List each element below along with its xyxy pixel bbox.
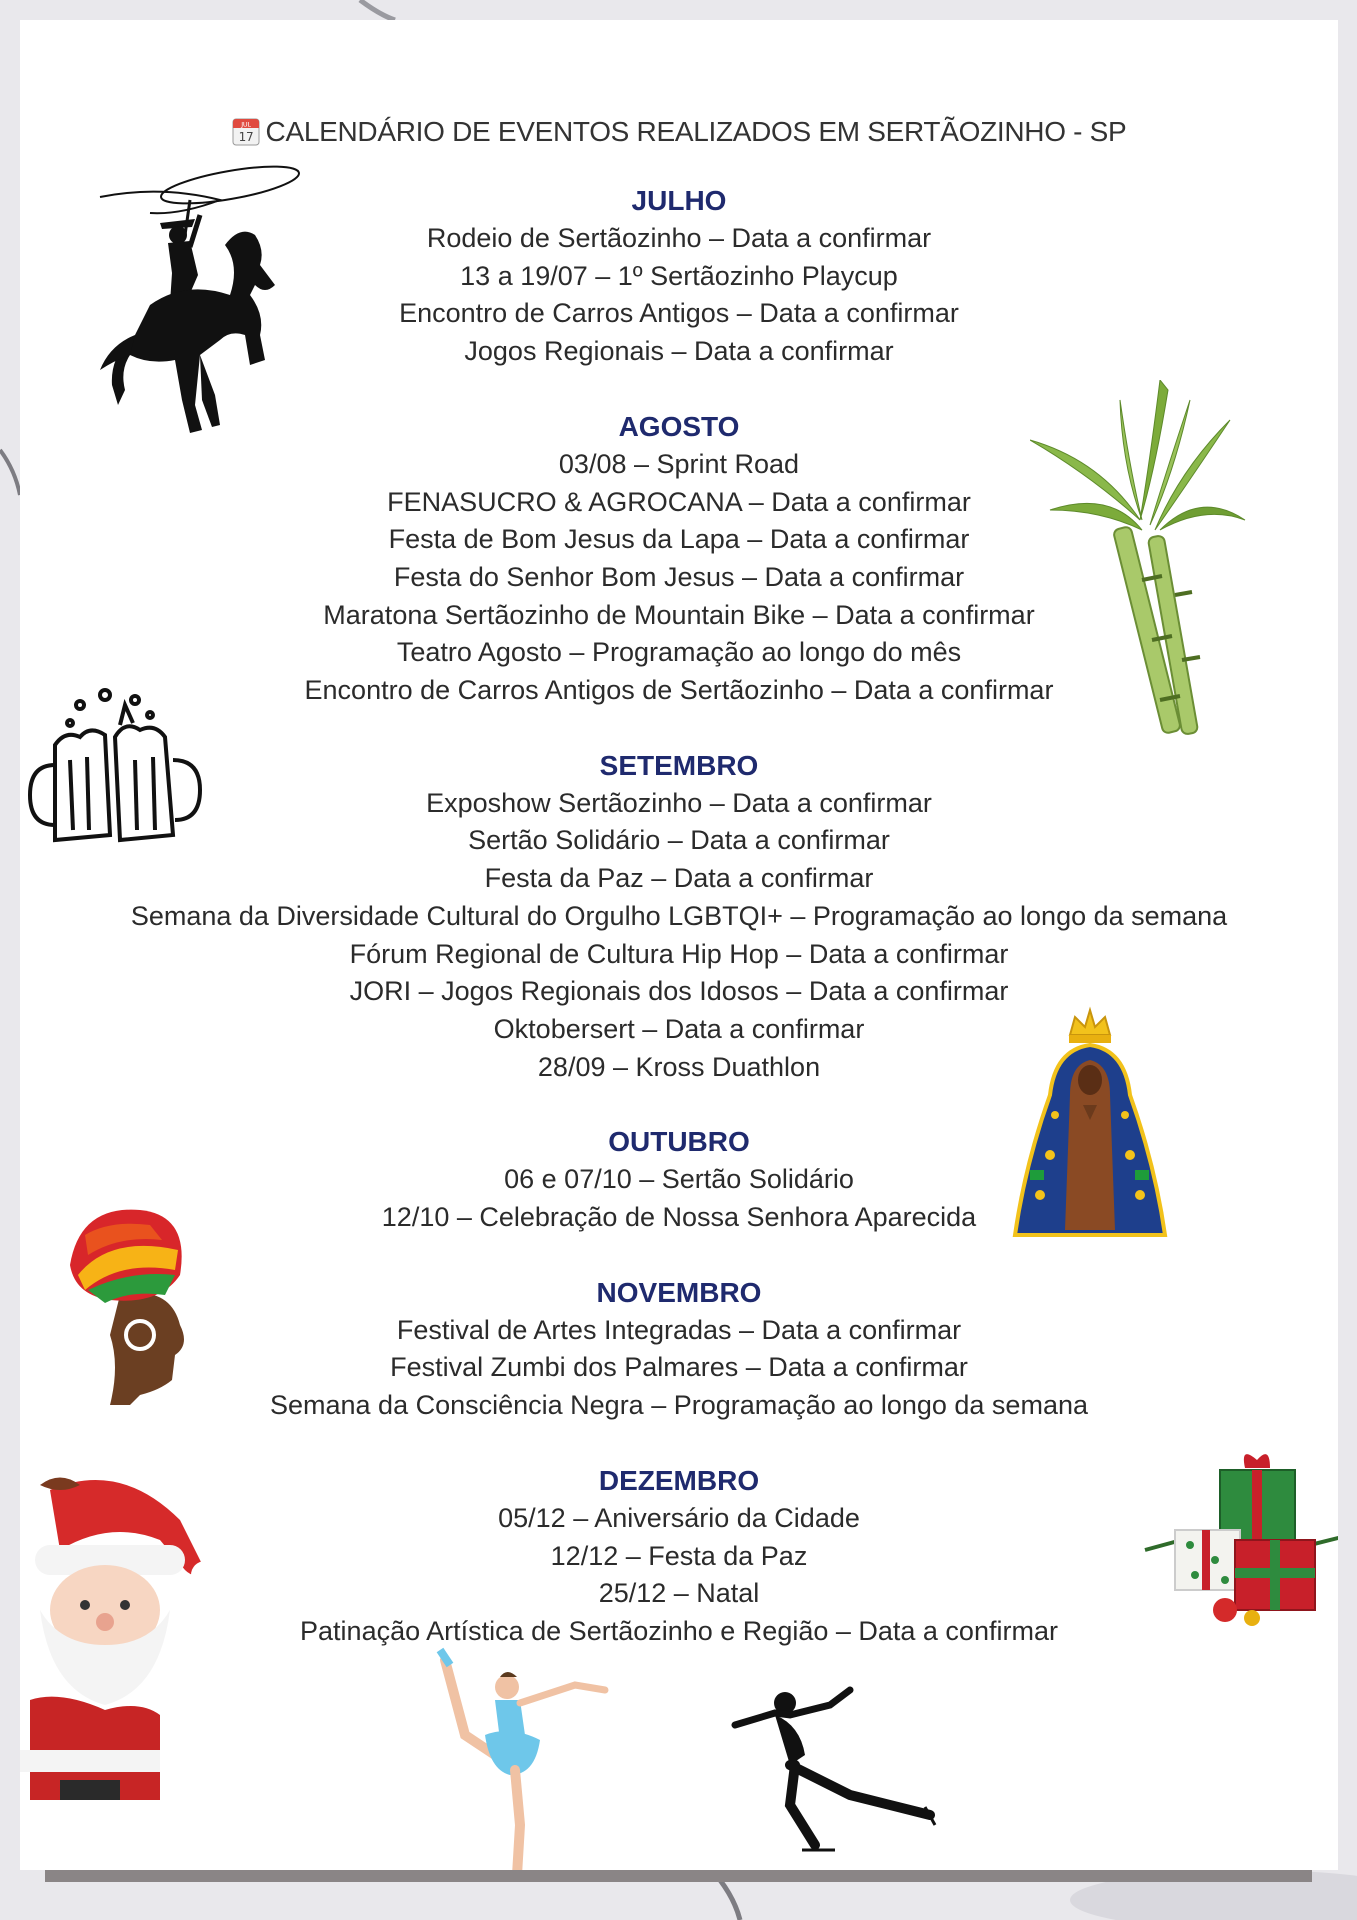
- event-item: Semana da Diversidade Cultural do Orgulho LGBTQI+ – Programação ao longo da semana: [130, 900, 1228, 931]
- event-item: 05/12 – Aniversário da Cidade: [498, 1502, 860, 1533]
- event-item: 12/12 – Festa da Paz: [550, 1540, 808, 1571]
- event-item: Rodeio de Sertãozinho – Data a confirmar: [426, 223, 932, 253]
- event-item: Fórum Regional de Cultura Hip Hop – Data a confirmar: [349, 938, 1009, 969]
- title-text: CALENDÁRIO DE EVENTOS REALIZADOS EM SERTÃOZINHO - SP: [265, 116, 1127, 147]
- event-item: 13 a 19/07 – 1º Sertãozinho Playcup: [460, 260, 898, 291]
- month-heading: DEZEMBRO: [598, 1464, 760, 1496]
- event-item: Festa do Senhor Bom Jesus – Data a confirmar: [393, 561, 965, 592]
- calendar-icon-day: 17: [238, 130, 253, 144]
- event-item: 03/08 – Sprint Road: [558, 448, 800, 479]
- event-item: 12/10 – Celebração de Nossa Senhora Aparecida: [381, 1202, 977, 1233]
- month-heading: JULHO: [631, 185, 727, 216]
- event-item: Exposhow Sertãozinho – Data a confirmar: [426, 787, 932, 818]
- event-item: Encontro de Carros Antigos – Data a confirmar: [399, 298, 959, 329]
- event-item: Festival de Artes Integradas – Data a confirmar: [396, 1314, 962, 1345]
- event-item: Teatro Agosto – Programação ao longo do mês: [396, 637, 962, 668]
- our-lady-aparecida-icon: [995, 1005, 1185, 1245]
- month-heading: OUTUBRO: [608, 1126, 750, 1158]
- event-item: Festa de Bom Jesus da Lapa – Data a confirmar: [388, 524, 970, 555]
- event-item: Maratona Sertãozinho de Mountain Bike – Data a confirmar: [323, 599, 1035, 630]
- figure-skater-icon: [425, 1645, 625, 1870]
- page-title: [20, 116, 1338, 148]
- beer-mugs-icon: [25, 685, 205, 860]
- african-woman-icon: [50, 1195, 220, 1405]
- calendar-icon: [232, 116, 260, 146]
- event-item: Jogos Regionais – Data a confirmar: [464, 336, 894, 367]
- event-item: Festa da Paz – Data a confirmar: [484, 863, 874, 894]
- event-item: Festival Zumbi dos Palmares – Data a confirmar: [390, 1352, 968, 1383]
- sugarcane-icon: [1030, 380, 1270, 740]
- month-heading: AGOSTO: [618, 410, 740, 442]
- bottom-bar: [45, 1870, 1312, 1882]
- event-item: FENASUCRO & AGROCANA – Data a confirmar: [387, 486, 971, 517]
- event-item: Patinação Artística de Sertãozinho e Região – Data a confirmar: [300, 1615, 1058, 1646]
- cowboy-horse-icon: [90, 155, 330, 445]
- santa-claus-icon: [20, 1460, 220, 1800]
- event-item: 25/12 – Natal: [598, 1578, 760, 1609]
- calendar-card: [20, 20, 1338, 1870]
- calendar-icon-month: JUL: [240, 120, 251, 129]
- event-item: 28/09 – Kross Duathlon: [537, 1051, 821, 1082]
- month-heading: SETEMBRO: [599, 749, 759, 781]
- event-item: Encontro de Carros Antigos de Sertãozinho – Data a confirmar: [304, 675, 1054, 706]
- event-item: JORI – Jogos Regionais dos Idosos – Data a confirmar: [349, 976, 1009, 1007]
- month-heading: NOVEMBRO: [596, 1276, 762, 1308]
- skater-silhouette-icon: [730, 1685, 940, 1860]
- event-item: 06 e 07/10 – Sertão Solidário: [504, 1164, 854, 1195]
- event-item: Semana da Consciência Negra – Programação ao longo da semana: [269, 1390, 1088, 1421]
- event-item: Oktobersert – Data a confirmar: [493, 1013, 865, 1044]
- christmas-gifts-icon: [1140, 1440, 1338, 1635]
- event-item: Sertão Solidário – Data a confirmar: [468, 825, 890, 856]
